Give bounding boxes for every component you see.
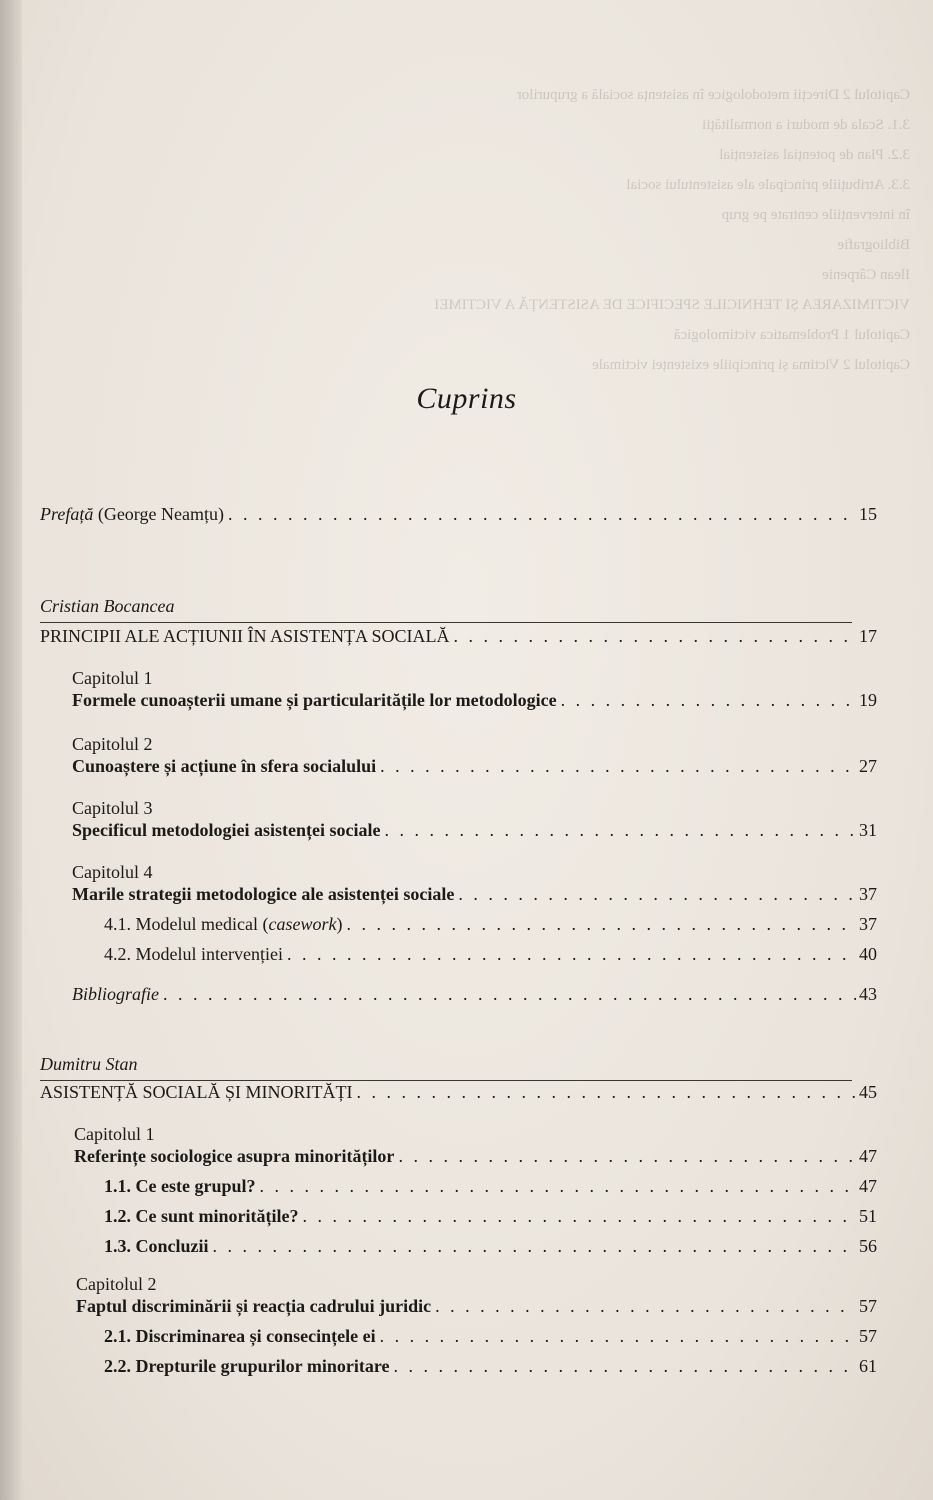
toc-entry-section[interactable]: 2.1. Discriminarea și consecințele ei . . . 57 [104,1326,877,1347]
chapter-number: Capitolul 2 [72,734,153,754]
toc-entry-chapter[interactable]: Faptul discriminării și reacția cadrului juridic . . . 57 [76,1296,877,1317]
divider [40,622,852,623]
chapter-number: Capitolul 3 [72,798,153,818]
toc-entry-bibliography[interactable]: Bibliografie . . . 43 [72,984,877,1005]
toc-entry-section[interactable]: 4.2. Modelul intervenției . . . 40 [104,944,877,965]
chapter-number: Capitolul 4 [72,862,153,882]
toc-entry-chapter[interactable]: Specificul metodologiei asistenței sociale . . . 31 [72,820,877,841]
chapter-number: Capitolul 1 [72,668,153,688]
chapter-number: Capitolul 2 [76,1274,157,1294]
chapter-number: Capitolul 1 [74,1124,155,1144]
toc-entry-section[interactable]: 1.2. Ce sunt minoritățile? . . . 51 [104,1206,877,1227]
part2-author: Dumitru Stan [40,1054,138,1074]
toc-entry-chapter[interactable]: Referințe sociologice asupra minorităților . . . 47 [74,1146,877,1167]
toc-entry-section[interactable]: 1.3. Concluzii . . . 56 [104,1236,877,1257]
toc-entry-chapter[interactable]: Cunoaștere și acțiune în sfera socialului . . . 27 [72,756,877,777]
toc-entry-chapter[interactable]: Formele cunoașterii umane și particularitățile lor metodologice . . . 19 [72,690,877,711]
toc-entry-part1[interactable]: PRINCIPII ALE ACȚIUNII ÎN ASISTENȚA SOCIALĂ . . . 17 [40,626,877,647]
page-title: Cuprins [416,382,517,415]
toc-entry-section[interactable]: 1.1. Ce este grupul? . . . 47 [104,1176,877,1197]
page-gutter [0,0,22,1500]
page-number: 15 [859,504,877,524]
toc-entry-section[interactable]: 4.1. Modelul medical (casework) . . . 37 [104,914,877,935]
divider [40,1080,852,1081]
toc-entry-part2[interactable]: ASISTENȚĂ SOCIALĂ ȘI MINORITĂȚI . . . 45 [40,1082,877,1103]
bleed-through-text: Capitolul 2 Direcții metodologice în asistența socială a grupurilor 3.1. Scala de moduri a normalității 3.2. Plan de potențial asistențial 3.3. Atribuțiile principale ale asistentului social în intervențiile centrate pe grup Bibliografie Ilean Cârpenie VICTIMIZAREA ȘI TEHNICILE SPECIFICE DE ASISTENȚĂ A VICTIMEI Capitolul 1 Problematica victimologică Capitolul 2 Victima și principiile existenței victimale [434,87,910,373]
toc-entry-section[interactable]: 2.2. Drepturile grupurilor minoritare . . . 61 [104,1356,877,1377]
toc-entry-chapter[interactable]: Marile strategii metodologice ale asistenței sociale . . . 37 [72,884,877,905]
toc-entry-preface[interactable]: Prefață (George Neamțu) . . . 15 [40,504,877,525]
part1-author: Cristian Bocancea [40,596,175,616]
